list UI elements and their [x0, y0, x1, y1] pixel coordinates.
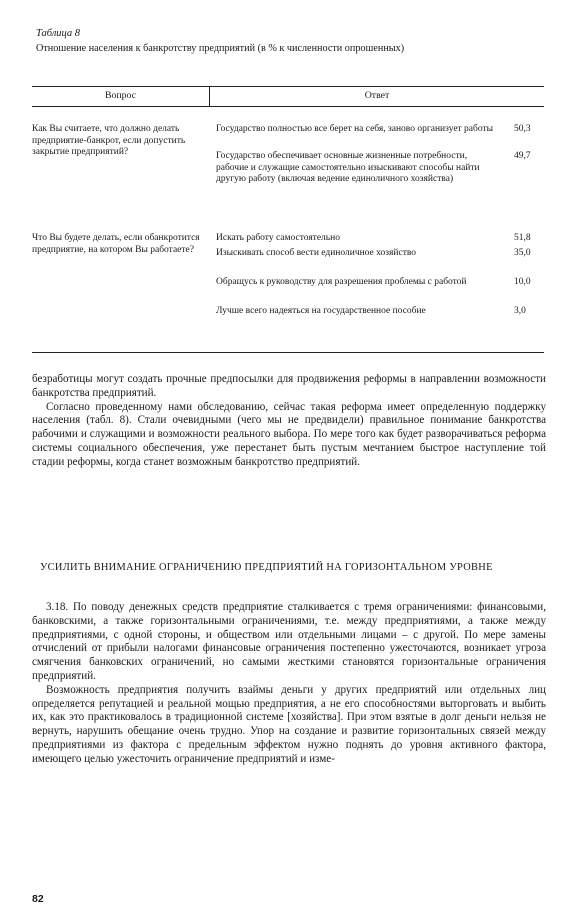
table-caption: Таблица 8 — [36, 28, 81, 39]
table-header-rule — [32, 106, 544, 107]
table-value-2-4: 3,0 — [514, 306, 526, 316]
table-answer-2-4: Лучше всего надеяться на государственное пособие — [216, 306, 426, 316]
table-question-2: Что Вы будете делать, если обанкротится предприятие, на котором Вы работаете? — [32, 233, 200, 255]
body-text-top — [32, 373, 546, 470]
table-value-2-2: 35,0 — [514, 248, 531, 258]
table-answer-1-2: Государство обеспечивает основные жизненные потребности, рабочие и служащие самостоятельно изыскивают способы найти другую работу (включая ведение единоличного хозяйства) — [216, 151, 480, 185]
section-heading: УСИЛИТЬ ВНИМАНИЕ ОГРАНИЧЕНИЮ ПРЕДПРИЯТИЙ НА ГОРИЗОНТАЛЬНОМ УРОВНЕ — [40, 562, 493, 573]
paragraph: 3.18. По поводу денежных средств предприятие сталкивается с тремя ограничениями: финансовыми, банковскими, а также горизонтальными ограничениями, т.е. между предприятиями, а также между предприятиями, с одной стороны, и обществом или отдельными лицами – с другой. По мере замены отчислений от прибыли налогами финансовые ограничения постепенно ужесточаются, возникает угроза смягчения банковских ограничений, но самыми жесткими становятся горизонтальные ограничения предприятий. — [32, 601, 546, 682]
table-value-2-3: 10,0 — [514, 277, 531, 287]
table-value-1-2: 49,7 — [514, 151, 531, 161]
paragraph: безработицы могут создать прочные предпосылки для продвижения реформы в направлении возможности банкротства предприятий. — [32, 373, 546, 399]
table-value-2-1: 51,8 — [514, 233, 531, 243]
table-value-1-1: 50,3 — [514, 124, 531, 134]
column-header-question: Вопрос — [104, 90, 137, 101]
table-bottom-rule — [32, 352, 544, 353]
table-top-rule — [32, 86, 544, 87]
table-answer-2-2: Изыскивать способ вести единоличное хозяйство — [216, 248, 417, 258]
table-answer-2-3: Обращусь к руководству для разрешения проблемы с работой — [216, 277, 467, 287]
column-header-answer: Ответ — [364, 90, 390, 101]
table-answer-2-1: Искать работу самостоятельно — [216, 233, 340, 243]
table-title: Отношение населения к банкротству предприятий (в % к численности опрошенных) — [36, 43, 405, 54]
page-number: 82 — [32, 893, 44, 905]
table-answer-1-1: Государство полностью все берет на себя, заново организует работы — [216, 124, 494, 134]
body-text-bottom — [32, 601, 546, 767]
paragraph: Возможность предприятия получить взаймы деньги у других предприятий или отдельных лиц определяется репутацией и реальной мощью предприятия, а не его способностями выторговать и выбить их, как это практиковалось в традиционной системе [хозяйства]. При этом взятые в долг деньги нельзя не вернуть, нарушить обещание очень трудно. Упор на создание и развитие горизонтальных связей между предприятиями из фактора с предельным эффектом нужно поднять до уровня активного фактора, имеющего целью ужесточить ограничение предприятий и изме- — [32, 683, 546, 765]
paragraph: Согласно проведенному нами обследованию, сейчас такая реформа имеет определенную поддержку населения (табл. 8). Стали очевидными (чего мы не предвидели) правильное понимание банкротства рабочими и служащими и возможности реального выбора. По мере того как будет разворачиваться реформа системы социального обеспечения, уже перестанет быть пустым мечтанием быстрое наступление той стадии реформы, когда станет возможным банкротство предприятий. — [32, 400, 546, 468]
table-question-1: Как Вы считаете, что должно делать предприятие-банкрот, если допустить закрытие предприятий? — [32, 124, 186, 158]
